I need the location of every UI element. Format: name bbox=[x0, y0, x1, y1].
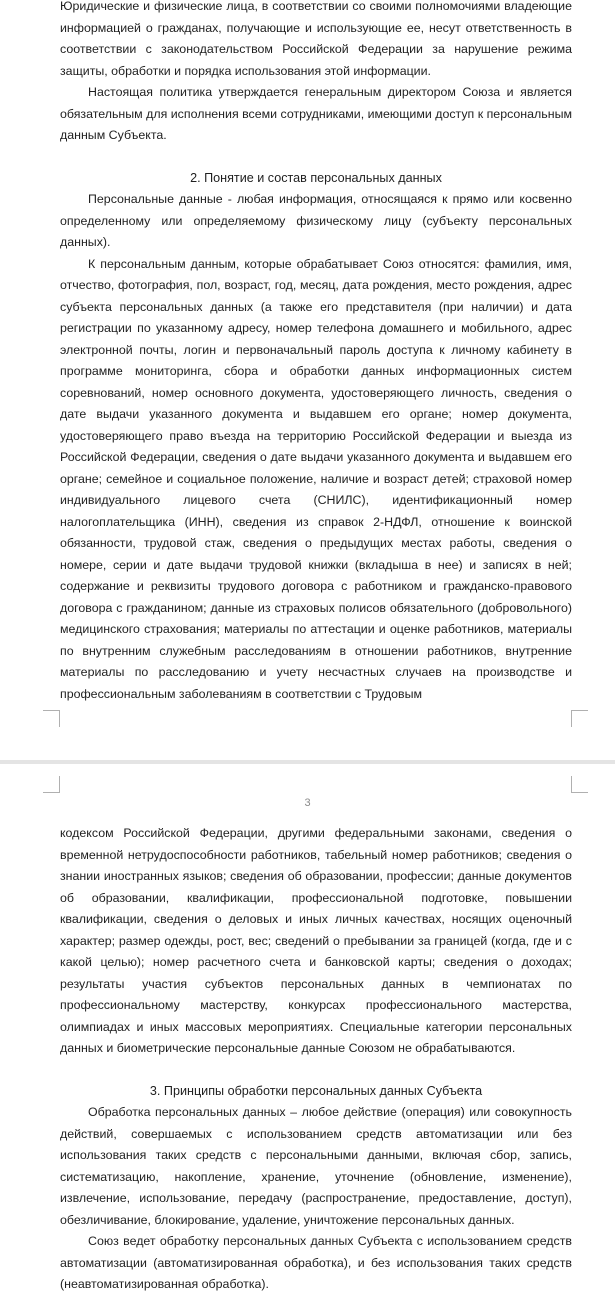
paragraph-pd-definition: Персональные данные - любая информация, относящаяся к прямо или косвенно определенному или определяемому физическому лицу (субъекту персональных данных). bbox=[60, 192, 572, 249]
page-2-body bbox=[60, 0, 572, 705]
margin-corner-bottom-left bbox=[43, 710, 60, 727]
margin-corner-bottom-right bbox=[571, 710, 588, 727]
paragraph-processing-definition: Обработка персональных данных – любое действие (операция) или совокупность действий, совершаемых с использованием средств автоматизации или без использования таких средств с персональными данными, включая сбор, запись, систематизацию, накопление, хранение, уточнение (обновление, изменение), извлечение, использование, передачу (распространение, предоставление, доступ), обезличивание, блокирование, удаление, уничтожение персональных данных. bbox=[60, 1105, 572, 1227]
page-number: 3 bbox=[304, 797, 311, 809]
paragraph-liability: Юридические и физические лица, в соответствии со своими полномочиями владеющие информацией о гражданах, получающие и использующие ее, несут ответственность в соответствии с законодательством Российской Федерации за нарушение режима защиты, обработки и порядка использования этой информации. bbox=[60, 0, 572, 78]
paragraph-pd-list: К персональным данным, которые обрабатывает Союз относятся: фамилия, имя, отчество, фотография, пол, возраст, год, месяц, дата рождения, место рождения, адрес субъекта персональных данных (а также его представителя (при наличии) и дата регистрации по указанному адресу, номер телефона домашнего и мобильного, адрес электронной почты, логин и первоначальный пароль доступа к личному кабинету в программе мониторинга, сбора и обработки данных информационных систем соревнований, номер основного документа, удостоверяющего личность, сведения о дате выдачи указанного документа и выдавшем его органе; номер документа, удостоверяющего право въезда на территорию Российской Федерации и выезда из Российской Федерации, сведения о дате выдачи указанного документа и выдавшем его органе; семейное и социальное положение, наличие и возраст детей; страховой номер индивидуального лицевого счета (СНИЛС), идентификационный номер налогоплательщика (ИНН), сведения из справок 2-НДФЛ, отношение к воинской обязанности, трудовой стаж, сведения о предыдущих местах работы, сведения о номере, серии и дате выдачи трудовой книжки (вкладыша в нее) и записях в ней; содержание и реквизиты трудового договора с работником и гражданско-правового договора с гражданином; данные из страховых полисов обязательного (добровольного) медицинского страхования; материалы по аттестации и оценке работников, материалы по внутренним служебным расследованиям в отношении работников, внутренние материалы по расследованию и учету несчастных случаев на производстве и профессиональным заболеваниям в соответствии с Трудовым bbox=[60, 256, 572, 701]
margin-corner-top-left bbox=[43, 776, 60, 793]
paragraph-pd-list-continuation: кодексом Российской Федерации, другими федеральными законами, сведения о временной нетрудоспособности работников, табельный номер работников; сведения о знании иностранных языков; сведения об образовании, профессии; данные документов об образовании, квалификации, профессиональной подготовке, повышении квалификации, сведения о деловых и иных личных качествах, носящих оценочный характер; размер одежды, рост, вес; сведений о пребывании за границей (когда, где и с какой целью); номер расчетного счета и банковской карты; сведения о доходах; результаты участия субъектов персональных данных в чемпионатах по профессиональному мастерству, конкурсах профессионального мастерства, олимпиадах и иных массовых мероприятиях. Специальные категории персональных данных и биометрические персональные данные Союзом не обрабатываются. bbox=[60, 826, 572, 1055]
section-2-heading: 2. Понятие и состав персональных данных bbox=[190, 170, 442, 185]
paragraph-processing-methods: Союз ведет обработку персональных данных Субъекта с использованием средств автоматизации (автоматизированная обработка), и без использования таких средств (неавтоматизированная обработка). bbox=[60, 1234, 572, 1291]
page-3-body bbox=[60, 823, 572, 1296]
section-3-heading: 3. Принципы обработки персональных данных Субъекта bbox=[149, 1083, 483, 1098]
paragraph-policy-approval: Настоящая политика утверждается генеральным директором Союза и является обязательным для исполнения всеми сотрудниками, имеющими доступ к персональным данным Субъекта. bbox=[60, 85, 572, 142]
margin-corner-top-right bbox=[571, 776, 588, 793]
